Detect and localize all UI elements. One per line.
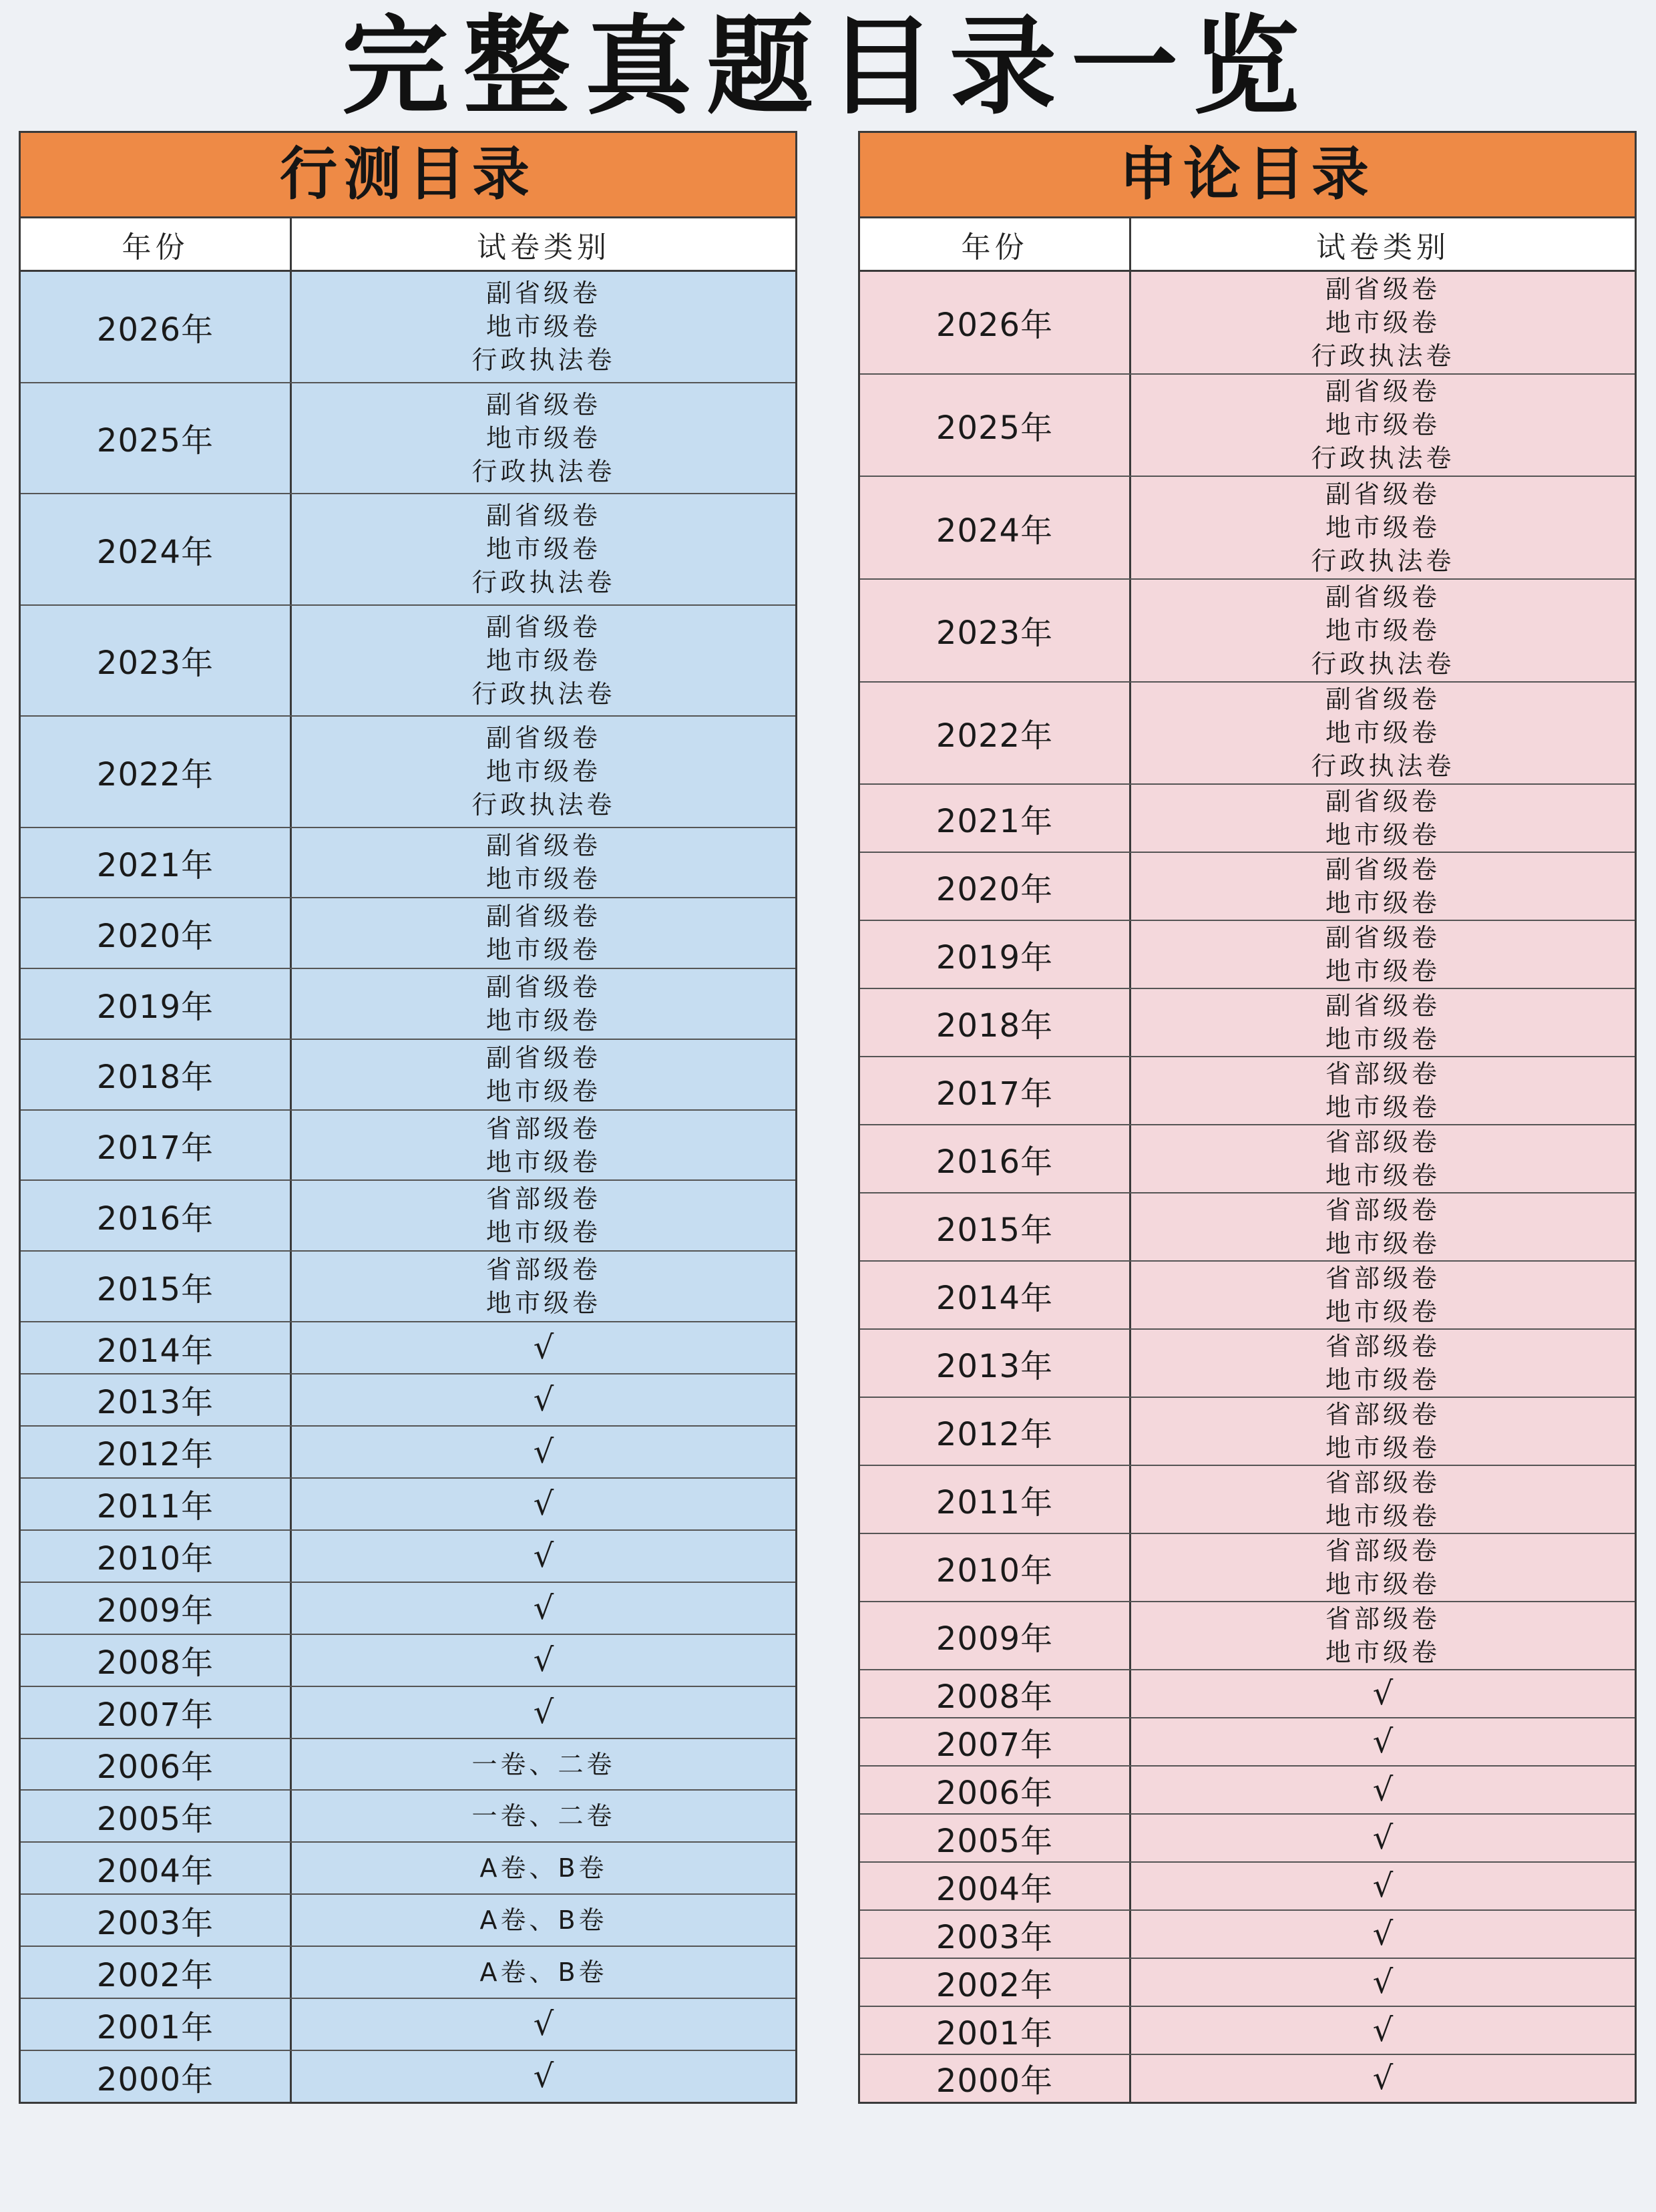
- paper-type-cell: [1131, 785, 1635, 852]
- table-row: [860, 375, 1635, 478]
- paper-type-label: 行政执法卷: [1311, 751, 1455, 781]
- table-row: [21, 606, 795, 717]
- table-row: [860, 1911, 1635, 1959]
- paper-type-label: 副省级卷: [1325, 923, 1440, 953]
- year-cell: 2007年: [21, 1687, 292, 1738]
- table-body: [21, 272, 795, 2102]
- table-row: [860, 1718, 1635, 1767]
- paper-type-label: 副省级卷: [1325, 991, 1440, 1021]
- paper-type-cell: [292, 1427, 795, 1477]
- paper-type-cell: [1131, 1057, 1635, 1124]
- paper-type-label: 副省级卷: [1325, 274, 1440, 304]
- paper-type-label: 地市级卷: [1325, 1161, 1440, 1191]
- column-header-type: 试卷类别: [477, 230, 610, 264]
- table-row: [21, 969, 795, 1040]
- paper-type-label: 地市级卷: [1325, 820, 1440, 850]
- paper-type-label: 副省级卷: [485, 1043, 601, 1073]
- check-mark: √: [533, 2006, 554, 2044]
- paper-type-label: 地市级卷: [485, 645, 601, 675]
- xingce-catalog-panel: [19, 131, 797, 2104]
- check-mark: √: [533, 1329, 554, 1367]
- paper-type-label: 省部级卷: [485, 1255, 601, 1285]
- table-row: [860, 683, 1635, 785]
- check-mark: √: [533, 2058, 554, 2096]
- paper-type-label: 省部级卷: [1325, 1127, 1440, 1157]
- check-mark: √: [1372, 1723, 1394, 1761]
- table-row: [860, 1262, 1635, 1330]
- paper-type-label: 省部级卷: [1325, 1195, 1440, 1226]
- paper-type-label: 地市级卷: [1325, 1501, 1440, 1531]
- year-cell: 2014年: [860, 1262, 1131, 1328]
- paper-type-label: 一卷、二卷: [471, 1801, 616, 1831]
- paper-type-label: 地市级卷: [485, 864, 601, 894]
- paper-type-label: 地市级卷: [1325, 1638, 1440, 1668]
- paper-type-cell: [1131, 1330, 1635, 1397]
- table-row: [21, 1999, 795, 2051]
- paper-type-label: 副省级卷: [485, 612, 601, 642]
- panel-header: 申论目录: [860, 133, 1635, 218]
- year-cell: 2016年: [21, 1181, 292, 1250]
- paper-type-label: 行政执法卷: [1311, 546, 1455, 576]
- paper-type-label: 省部级卷: [1325, 1059, 1440, 1089]
- year-cell: 2005年: [860, 1815, 1131, 1861]
- paper-type-label: A卷、B卷: [479, 1905, 608, 1936]
- table-row: [21, 1687, 795, 1739]
- paper-type-label: 省部级卷: [1325, 1264, 1440, 1294]
- paper-type-label: 行政执法卷: [471, 568, 616, 598]
- paper-type-cell: [292, 1739, 795, 1790]
- year-cell: 2009年: [21, 1583, 292, 1634]
- paper-type-label: 地市级卷: [485, 935, 601, 965]
- year-cell: 2010年: [860, 1534, 1131, 1601]
- paper-type-cell: [1131, 477, 1635, 578]
- table-row: [21, 898, 795, 969]
- table-row: [860, 1602, 1635, 1670]
- table-row: [860, 1767, 1635, 1815]
- year-cell: 2025年: [21, 383, 292, 494]
- year-cell: 2021年: [21, 828, 292, 898]
- paper-type-cell: [292, 1531, 795, 1582]
- table-row: [860, 1534, 1635, 1602]
- paper-type-cell: [1131, 921, 1635, 988]
- year-cell: 2006年: [21, 1739, 292, 1790]
- paper-type-label: 地市级卷: [1325, 1297, 1440, 1327]
- paper-type-cell: [1131, 1670, 1635, 1717]
- paper-type-label: 行政执法卷: [471, 790, 616, 820]
- year-cell: 2000年: [21, 2051, 292, 2102]
- year-cell: 2017年: [860, 1057, 1131, 1124]
- year-cell: 2016年: [860, 1125, 1131, 1192]
- year-cell: 2009年: [860, 1602, 1131, 1669]
- paper-type-label: 副省级卷: [485, 501, 601, 531]
- paper-type-cell: [292, 1791, 795, 1841]
- table-row: [21, 494, 795, 606]
- paper-type-cell: [292, 828, 795, 898]
- column-header-type: 试卷类别: [1316, 230, 1450, 264]
- table-row: [860, 1815, 1635, 1863]
- table-row: [860, 853, 1635, 921]
- paper-type-cell: [1131, 1193, 1635, 1260]
- year-cell: 2015年: [21, 1252, 292, 1321]
- check-mark: √: [533, 1433, 554, 1471]
- table-row: [21, 1479, 795, 1531]
- paper-type-label: 地市级卷: [1325, 1570, 1440, 1600]
- year-cell: 2002年: [860, 1959, 1131, 2006]
- year-cell: 2006年: [860, 1767, 1131, 1813]
- paper-type-cell: [292, 1999, 795, 2050]
- table-row: [21, 1791, 795, 1843]
- table-row: [21, 828, 795, 899]
- year-cell: 2007年: [860, 1718, 1131, 1765]
- paper-type-cell: [1131, 1911, 1635, 1958]
- table-row: [21, 2051, 795, 2102]
- check-mark: √: [1372, 2012, 1394, 2049]
- paper-type-cell: [1131, 1466, 1635, 1533]
- paper-type-cell: [1131, 1398, 1635, 1465]
- paper-type-cell: [292, 1479, 795, 1529]
- year-cell: 2017年: [21, 1111, 292, 1180]
- year-cell: 2020年: [21, 898, 292, 968]
- paper-type-cell: [1131, 683, 1635, 784]
- paper-type-cell: [1131, 2055, 1635, 2102]
- paper-type-label: 地市级卷: [1325, 1025, 1440, 1055]
- check-mark: √: [533, 1693, 554, 1731]
- year-cell: 2011年: [860, 1466, 1131, 1533]
- paper-type-label: 地市级卷: [485, 534, 601, 564]
- paper-type-label: 地市级卷: [485, 312, 601, 342]
- year-cell: 2020年: [860, 853, 1131, 920]
- table-row: [860, 2007, 1635, 2055]
- column-header-year: 年份: [860, 218, 1131, 270]
- year-cell: 2001年: [21, 1999, 292, 2050]
- paper-type-cell: [292, 494, 795, 604]
- paper-type-label: 行政执法卷: [471, 456, 616, 486]
- paper-type-cell: [1131, 989, 1635, 1056]
- paper-type-label: 地市级卷: [1325, 1229, 1440, 1259]
- paper-type-label: 行政执法卷: [1311, 649, 1455, 679]
- paper-type-cell: [292, 1687, 795, 1738]
- paper-type-label: 副省级卷: [1325, 685, 1440, 715]
- check-mark: √: [1372, 1964, 1394, 2002]
- table-row: [860, 1398, 1635, 1466]
- table-row: [21, 1111, 795, 1181]
- year-cell: 2025年: [860, 375, 1131, 476]
- check-mark: √: [1372, 1867, 1394, 1905]
- table-body: [860, 272, 1635, 2102]
- paper-type-label: 副省级卷: [485, 389, 601, 419]
- paper-type-cell: [1131, 1125, 1635, 1192]
- paper-type-cell: [292, 1374, 795, 1425]
- paper-type-cell: [292, 606, 795, 716]
- table-row: [21, 1843, 795, 1895]
- paper-type-label: 省部级卷: [485, 1184, 601, 1214]
- year-cell: 2003年: [860, 1911, 1131, 1958]
- table-row: [860, 989, 1635, 1057]
- paper-type-label: 省部级卷: [1325, 1332, 1440, 1362]
- year-cell: 2012年: [860, 1398, 1131, 1465]
- year-cell: 2005年: [21, 1791, 292, 1841]
- table-row: [860, 1863, 1635, 1911]
- year-cell: 2000年: [860, 2055, 1131, 2102]
- paper-type-cell: [292, 717, 795, 827]
- paper-type-cell: [292, 383, 795, 494]
- year-cell: 2011年: [21, 1479, 292, 1529]
- table-row: [860, 580, 1635, 683]
- table-row: [860, 477, 1635, 580]
- table-row: [21, 1322, 795, 1374]
- year-cell: 2022年: [860, 683, 1131, 784]
- paper-type-label: 省部级卷: [1325, 1536, 1440, 1566]
- check-mark: √: [1372, 1915, 1394, 1954]
- year-cell: 2014年: [21, 1322, 292, 1373]
- paper-type-label: 地市级卷: [485, 1218, 601, 1248]
- paper-type-label: 副省级卷: [1325, 855, 1440, 885]
- table-row: [860, 1057, 1635, 1125]
- shenlun-catalog-panel: [858, 131, 1637, 2104]
- paper-type-label: 副省级卷: [1325, 377, 1440, 407]
- paper-type-label: 省部级卷: [1325, 1604, 1440, 1634]
- table-row: [860, 1330, 1635, 1398]
- paper-type-cell: [292, 1843, 795, 1893]
- paper-type-label: 地市级卷: [1325, 718, 1440, 748]
- column-header-row: [21, 218, 795, 272]
- paper-type-cell: [1131, 1602, 1635, 1669]
- table-row: [21, 1583, 795, 1635]
- paper-type-label: 副省级卷: [485, 902, 601, 932]
- check-mark: √: [533, 1537, 554, 1575]
- paper-type-cell: [292, 1583, 795, 1634]
- table-row: [860, 272, 1635, 375]
- paper-type-label: 地市级卷: [485, 423, 601, 453]
- panel-header: 行测目录: [21, 133, 795, 218]
- year-cell: 2023年: [21, 606, 292, 716]
- paper-type-cell: [292, 969, 795, 1039]
- table-row: [21, 1252, 795, 1322]
- year-cell: 2026年: [860, 272, 1131, 373]
- table-row: [21, 1040, 795, 1111]
- paper-type-label: 地市级卷: [1325, 956, 1440, 986]
- paper-type-label: 一卷、二卷: [471, 1749, 616, 1779]
- paper-type-cell: [1131, 1718, 1635, 1765]
- table-row: [21, 717, 795, 828]
- paper-type-label: 副省级卷: [485, 723, 601, 753]
- paper-type-label: 副省级卷: [1325, 787, 1440, 817]
- paper-type-label: 省部级卷: [485, 1113, 601, 1143]
- year-cell: 2026年: [21, 272, 292, 382]
- year-cell: 2004年: [21, 1843, 292, 1893]
- column-header-year: 年份: [21, 218, 292, 270]
- table-row: [21, 1895, 795, 1947]
- paper-type-label: 地市级卷: [1325, 513, 1440, 543]
- year-cell: 2008年: [21, 1635, 292, 1686]
- paper-type-label: 地市级卷: [1325, 615, 1440, 645]
- paper-type-cell: [292, 1947, 795, 1998]
- paper-type-cell: [1131, 272, 1635, 373]
- year-cell: 2022年: [21, 717, 292, 827]
- table-row: [21, 1427, 795, 1479]
- table-row: [21, 1635, 795, 1687]
- year-cell: 2012年: [21, 1427, 292, 1477]
- year-cell: 2018年: [860, 989, 1131, 1056]
- paper-type-label: 地市级卷: [485, 757, 601, 787]
- table-row: [21, 272, 795, 383]
- paper-type-label: 行政执法卷: [471, 679, 616, 709]
- year-cell: 2013年: [21, 1374, 292, 1425]
- year-cell: 2001年: [860, 2007, 1131, 2054]
- paper-type-cell: [292, 272, 795, 382]
- paper-type-cell: [1131, 2007, 1635, 2054]
- paper-type-cell: [1131, 1815, 1635, 1861]
- year-cell: 2024年: [21, 494, 292, 604]
- year-cell: 2010年: [21, 1531, 292, 1582]
- paper-type-label: 副省级卷: [485, 831, 601, 861]
- year-cell: 2003年: [21, 1895, 292, 1946]
- paper-type-label: 行政执法卷: [1311, 341, 1455, 371]
- paper-type-cell: [1131, 853, 1635, 920]
- paper-type-cell: [292, 1895, 795, 1946]
- paper-type-label: 地市级卷: [485, 1147, 601, 1177]
- paper-type-label: 地市级卷: [1325, 1433, 1440, 1463]
- table-row: [21, 1531, 795, 1583]
- year-cell: 2021年: [860, 785, 1131, 852]
- paper-type-label: 行政执法卷: [471, 345, 616, 375]
- paper-type-label: 副省级卷: [1325, 480, 1440, 510]
- paper-type-cell: [292, 1181, 795, 1250]
- paper-type-cell: [292, 898, 795, 968]
- table-row: [860, 1466, 1635, 1534]
- table-row: [860, 1959, 1635, 2007]
- paper-type-cell: [1131, 580, 1635, 681]
- year-cell: 2023年: [860, 580, 1131, 681]
- paper-type-cell: [292, 1040, 795, 1109]
- paper-type-label: A卷、B卷: [479, 1958, 608, 1988]
- paper-type-label: 地市级卷: [485, 1288, 601, 1318]
- check-mark: √: [533, 1589, 554, 1627]
- paper-type-label: 地市级卷: [1325, 307, 1440, 337]
- paper-type-cell: [1131, 1262, 1635, 1328]
- year-cell: 2019年: [860, 921, 1131, 988]
- paper-type-cell: [292, 1252, 795, 1321]
- paper-type-label: 省部级卷: [1325, 1468, 1440, 1498]
- check-mark: √: [533, 1380, 554, 1419]
- year-cell: 2015年: [860, 1193, 1131, 1260]
- table-row: [21, 383, 795, 495]
- year-cell: 2024年: [860, 477, 1131, 578]
- paper-type-cell: [1131, 1959, 1635, 2006]
- column-header-row: [860, 218, 1635, 272]
- table-row: [21, 1181, 795, 1252]
- check-mark: √: [1372, 1675, 1394, 1713]
- check-mark: √: [1372, 1771, 1394, 1809]
- paper-type-cell: [292, 1322, 795, 1373]
- paper-type-label: 地市级卷: [1325, 410, 1440, 440]
- table-row: [21, 1739, 795, 1791]
- paper-type-label: 地市级卷: [1325, 888, 1440, 918]
- paper-type-cell: [292, 1635, 795, 1686]
- table-row: [860, 1125, 1635, 1193]
- page-title: 完整真题目录一览: [341, 4, 1314, 129]
- year-cell: 2008年: [860, 1670, 1131, 1717]
- table-row: [860, 785, 1635, 853]
- year-cell: 2013年: [860, 1330, 1131, 1397]
- table-row: [860, 921, 1635, 989]
- paper-type-label: 地市级卷: [485, 1006, 601, 1036]
- year-cell: 2018年: [21, 1040, 292, 1109]
- paper-type-cell: [1131, 1767, 1635, 1813]
- table-row: [860, 1670, 1635, 1718]
- paper-type-label: A卷、B卷: [479, 1853, 608, 1883]
- paper-type-cell: [292, 1111, 795, 1180]
- year-cell: 2002年: [21, 1947, 292, 1998]
- check-mark: √: [533, 1641, 554, 1679]
- check-mark: √: [1372, 2059, 1394, 2097]
- check-mark: √: [533, 1485, 554, 1523]
- paper-type-label: 副省级卷: [485, 279, 601, 309]
- year-cell: 2019年: [21, 969, 292, 1039]
- paper-type-cell: [1131, 375, 1635, 476]
- paper-type-cell: [292, 2051, 795, 2102]
- check-mark: √: [1372, 1819, 1394, 1857]
- paper-type-label: 地市级卷: [1325, 1365, 1440, 1395]
- paper-type-cell: [1131, 1863, 1635, 1909]
- table-row: [21, 1947, 795, 1999]
- paper-type-label: 副省级卷: [485, 972, 601, 1002]
- year-cell: 2004年: [860, 1863, 1131, 1909]
- table-row: [860, 1193, 1635, 1262]
- table-row: [21, 1374, 795, 1427]
- table-row: [860, 2055, 1635, 2102]
- paper-type-label: 副省级卷: [1325, 582, 1440, 612]
- paper-type-cell: [1131, 1534, 1635, 1601]
- paper-type-label: 省部级卷: [1325, 1400, 1440, 1430]
- paper-type-label: 地市级卷: [1325, 1093, 1440, 1123]
- paper-type-label: 地市级卷: [485, 1076, 601, 1106]
- paper-type-label: 行政执法卷: [1311, 443, 1455, 474]
